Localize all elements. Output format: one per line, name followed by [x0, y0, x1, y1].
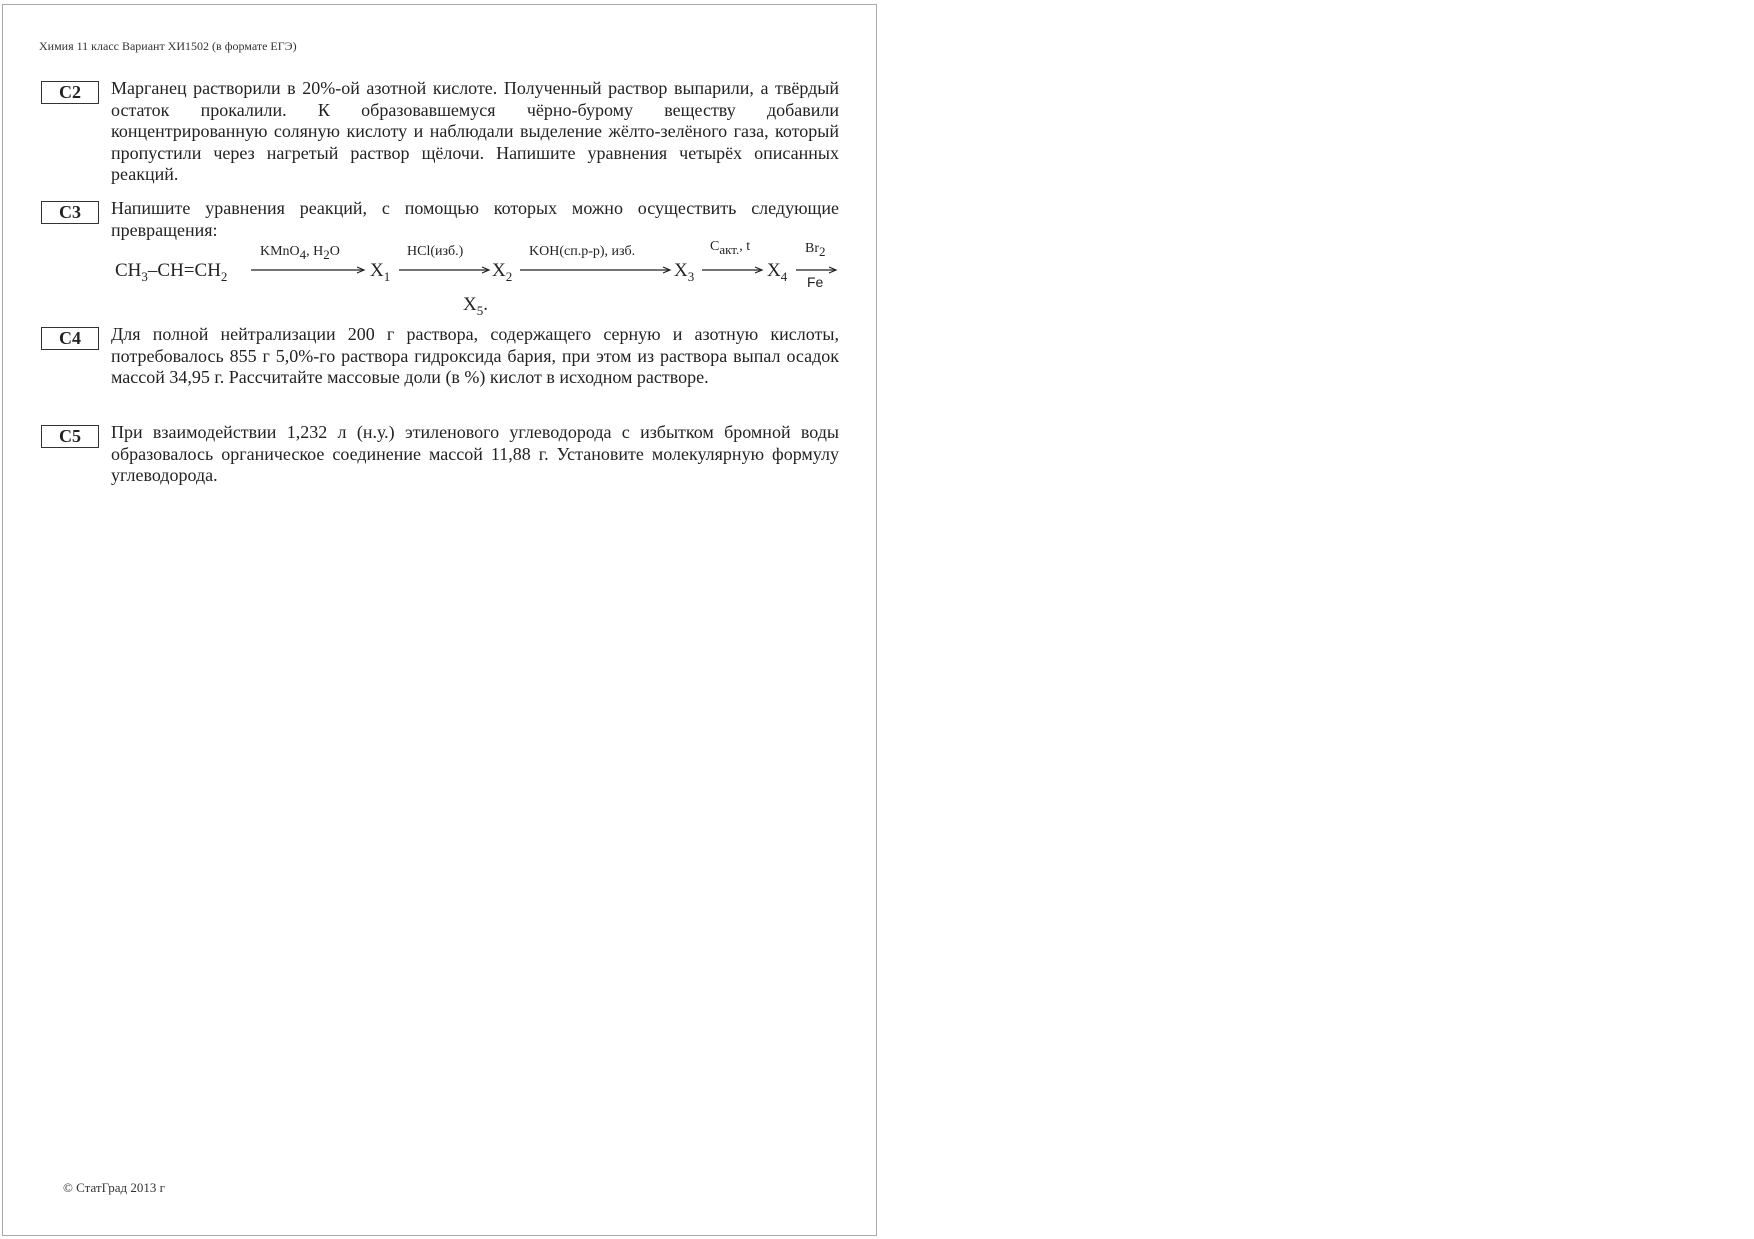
start-compound: $CH_3-CH=CH_2$ — [115, 260, 228, 284]
task-label: C2 — [41, 81, 99, 104]
task-text: Для полной нейтрализации 200 г раствора, содержащего серную и азотную кислоты, потребовалось 855 г 5,0%-го раствора гидроксида бария, при этом из раствора выпал осадок массой 34,95 г. Рассчитайте массовые доли (в %) кислот в исходном растворе. — [111, 324, 839, 387]
task-label: C5 — [41, 425, 99, 448]
task-label: C4 — [41, 327, 99, 350]
task-text: При взаимодействии 1,232 л (н.у.) этиленового углеводорода с избытком бромной воды образовалось органическое соединение массой 11,88 г. Установите молекулярную формулу углеводорода. — [111, 422, 839, 485]
task-c4 — [41, 324, 841, 417]
compound-x4: $X_4$ — [767, 260, 788, 284]
task-c2 — [41, 78, 841, 191]
compound-x5: $X_5$. — [463, 294, 488, 318]
document-page — [2, 4, 877, 1236]
page-header: Химия 11 класс Вариант ХИ1502 (в формате ЕГЭ) — [39, 39, 297, 53]
compound-x1: $X_1$ — [370, 260, 391, 284]
compound-x2: $X_2$ — [492, 260, 513, 284]
task-text: Марганец растворили в 20%-ой азотной кислоте. Полученный раствор выпарили, а твёрдый остаток прокалили. К образовавшемуся чёрно-бурому веществу добавили концентрированную соляную кислоту и наблюдали выделение жёлто-зелёного газа, который пропустили через нагретый раствор щёлочи. Напишите уравнения четырёх описанных реакций. — [111, 78, 839, 184]
arrow-2-reagent: HCl(изб.) — [407, 244, 464, 259]
task-c5 — [41, 422, 841, 495]
reaction-scheme — [115, 239, 840, 318]
arrow-5-reagent: $Br_2$ — [805, 241, 826, 259]
arrow-4-reagent: $C_{акт.}$, t — [710, 239, 751, 257]
task-label: C3 — [41, 201, 99, 224]
page-footer: © СтатГрад 2013 г — [63, 1180, 165, 1195]
arrow-5-catalyst: Fe — [807, 274, 824, 290]
compound-x3: $X_3$ — [674, 260, 695, 284]
arrow-1-reagent: KMnO$_4$, $H_2O$ — [260, 244, 340, 262]
task-text: Напишите уравнения реакций, с помощью которых можно осуществить следующие превращения: — [111, 198, 839, 240]
arrow-3-reagent: KOH(сп.р-р), изб. — [529, 244, 636, 259]
